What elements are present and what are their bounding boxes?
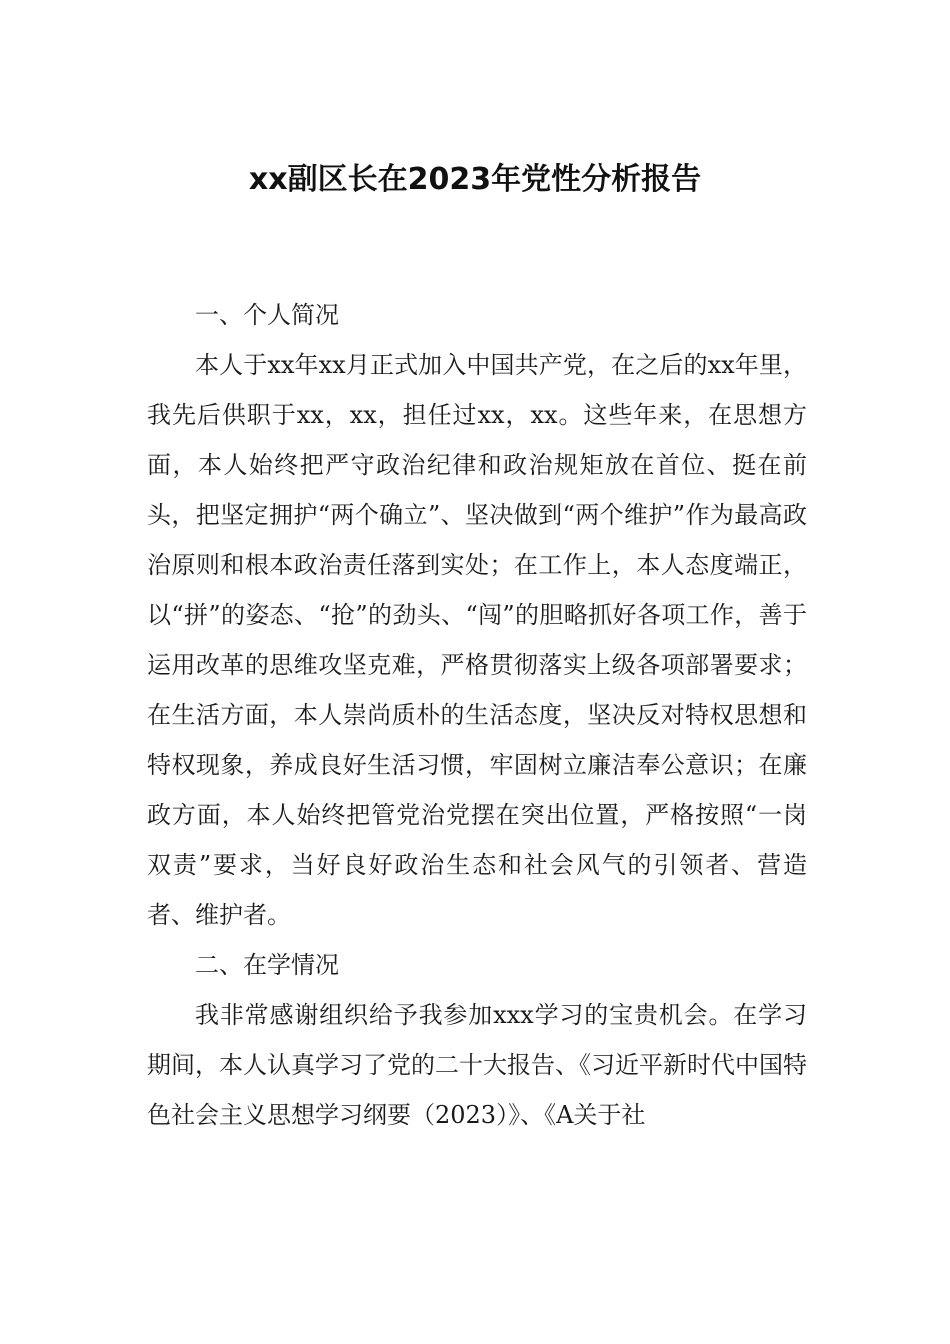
section-heading-personal-overview: 一、个人简况 <box>195 301 339 329</box>
paragraph-study-status: 我非常感谢组织给予我参加xxx学习的宝贵机会。在学习期间，本人认真学习了党的二十大报告、《习近平新时代中国特色社会主义思想学习纲要（2023）》、《A关于社 <box>147 1001 807 1129</box>
document-body <box>147 290 807 1140</box>
document-title: xx副区长在2023年党性分析报告 <box>248 162 702 197</box>
section-heading-study-status: 二、在学情况 <box>195 951 339 979</box>
paragraph-personal-overview: 本人于xx年xx月正式加入中国共产党，在之后的xx年里，我先后供职于xx，xx，担任过xx，xx。这些年来，在思想方面，本人始终把严守政治纪律和政治规矩放在首位、挺在前头，把坚定拥护“两个确立”、坚决做到“两个维护”作为最高政治原则和根本政治责任落到实处；在工作上，本人态度端正，以“拼”的姿态、“抢”的劲头、“闯”的胆略抓好各项工作，善于运用改革的思维攻坚克难，严格贯彻落实上级各项部署要求；在生活方面，本人崇尚质朴的生活态度，坚决反对特权思想和特权现象，养成良好生活习惯，牢固树立廉洁奉公意识；在廉政方面，本人始终把管党治党摆在突出位置，严格按照“一岗双责”要求，当好良好政治生态和社会风气的引领者、营造者、维护者。 <box>147 351 807 929</box>
